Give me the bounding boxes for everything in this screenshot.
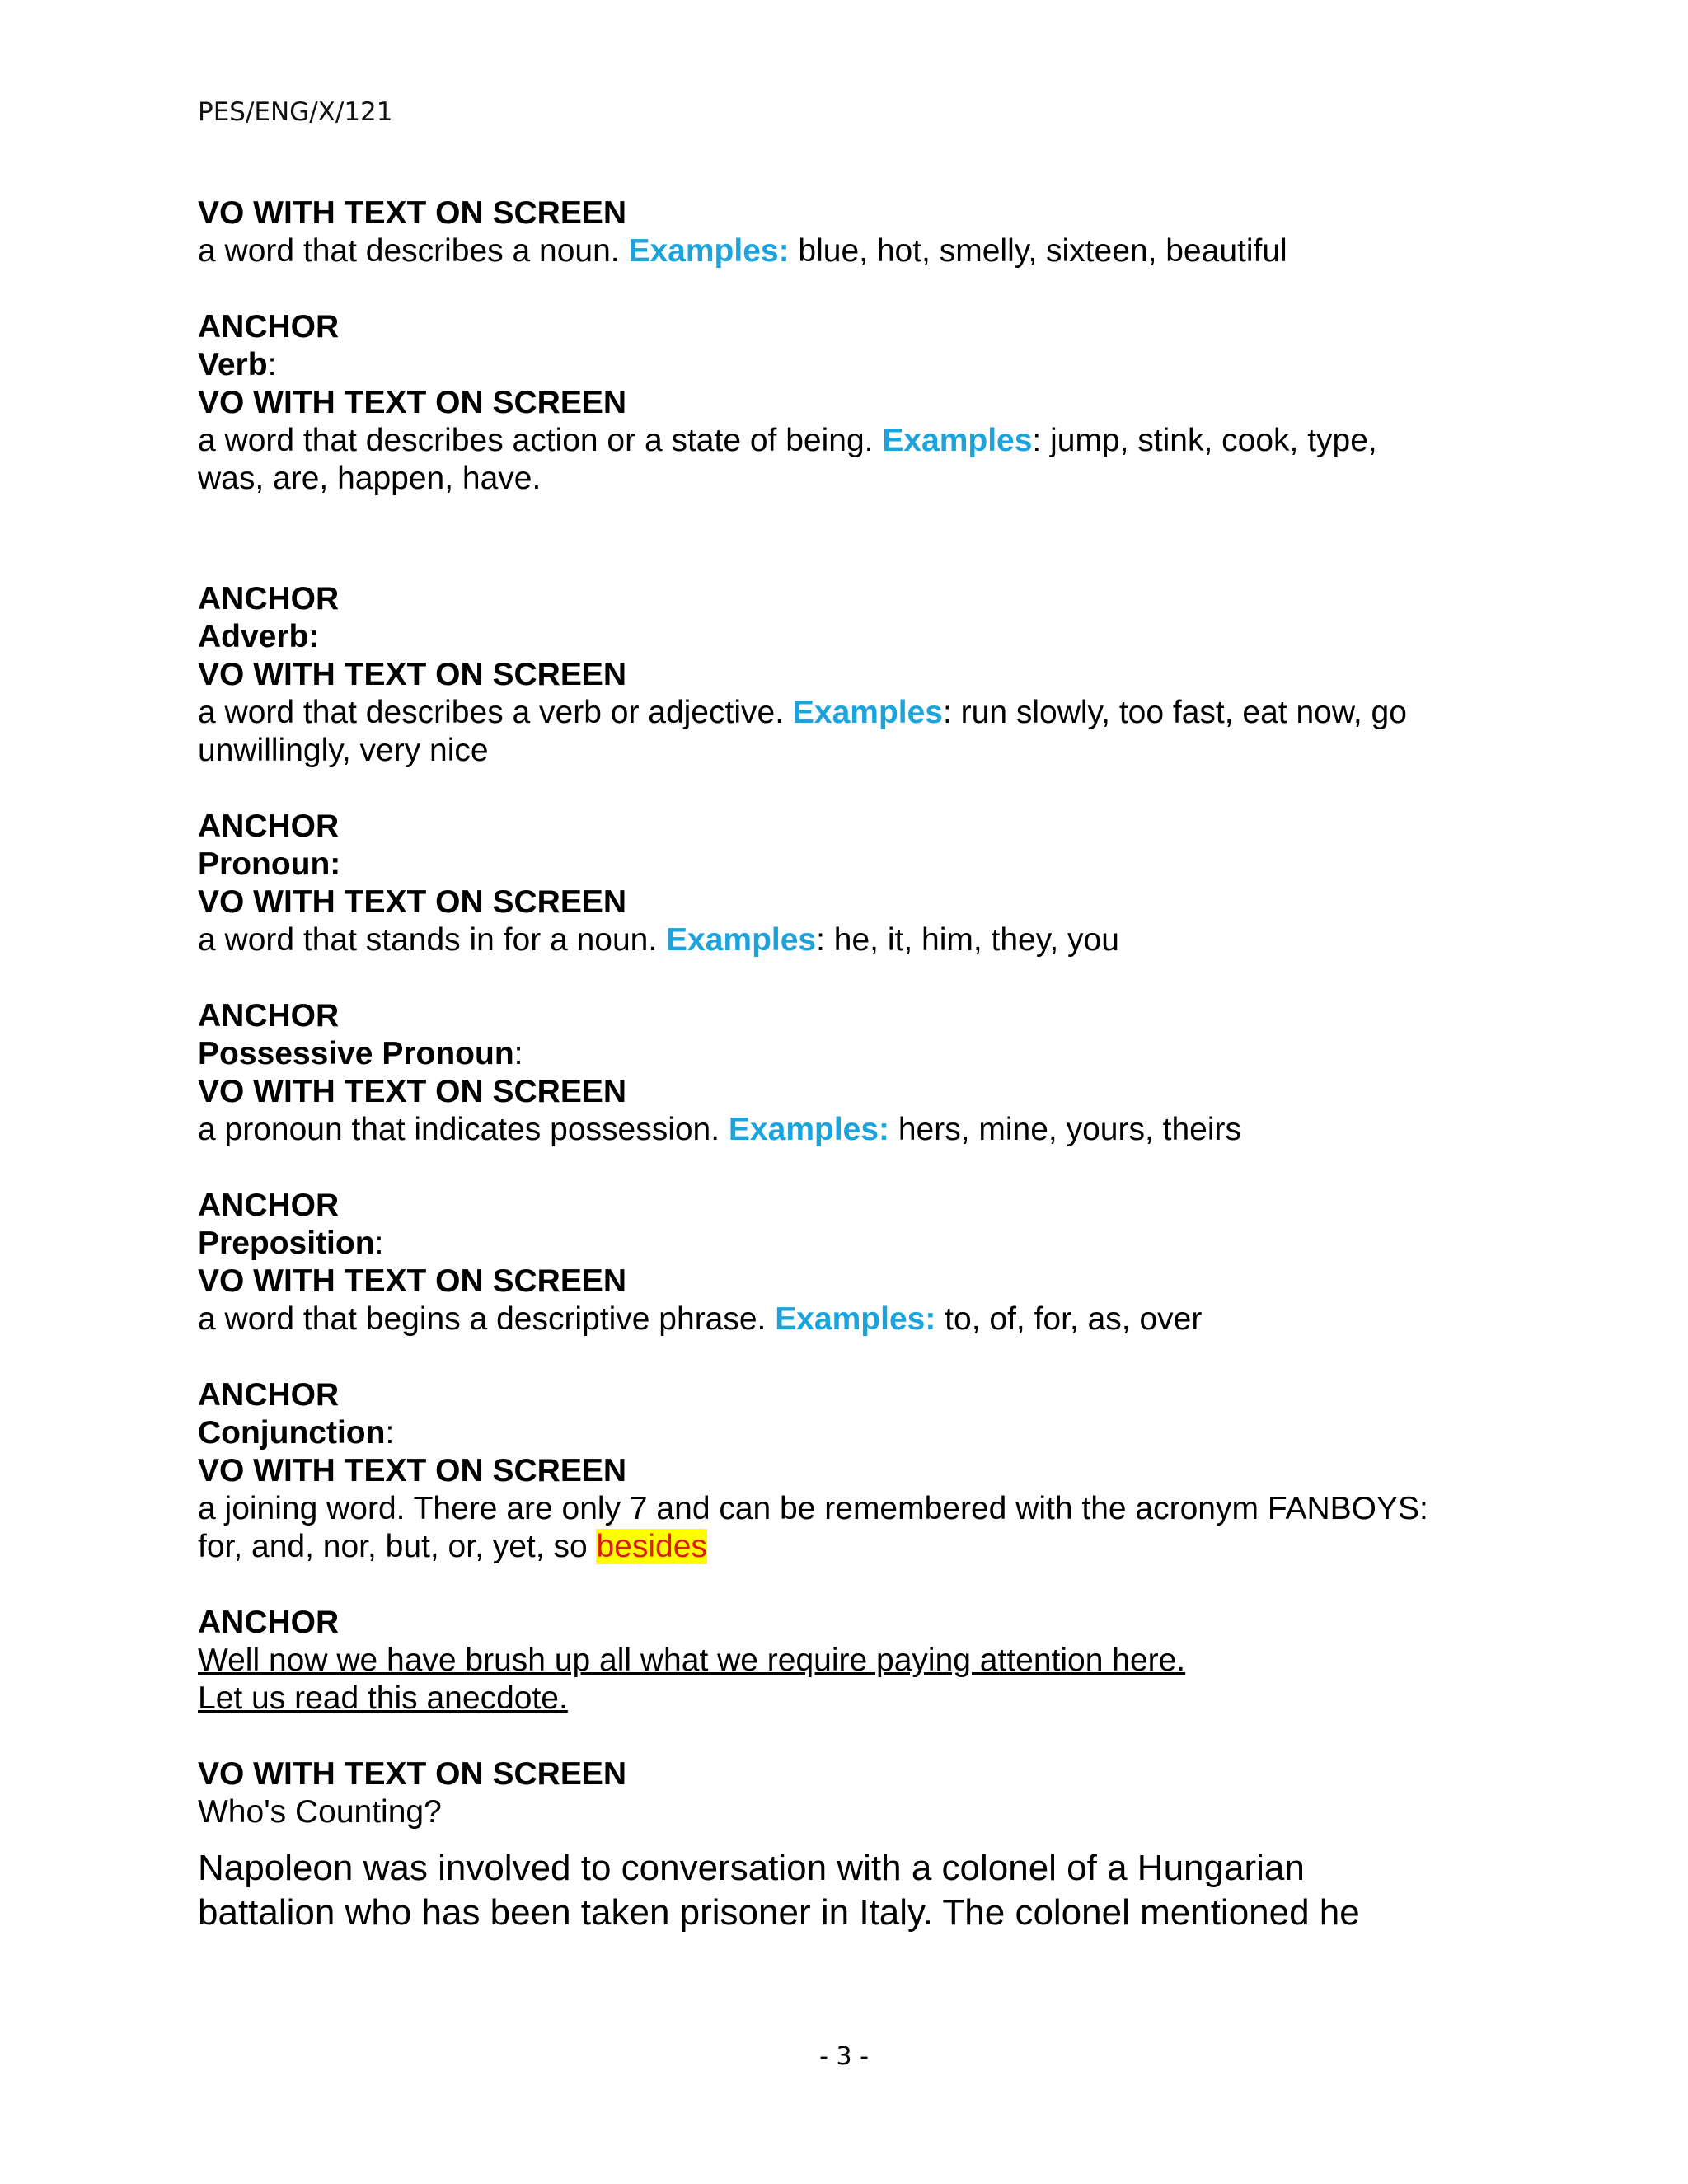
closing-line-1: Well now we have brush up all what we require paying attention here.	[198, 1643, 1186, 1678]
page-number: - 3 -	[819, 2042, 869, 2071]
anchor-label: ANCHOR	[198, 581, 340, 616]
definition-line-2: unwillingly, very nice	[198, 733, 489, 768]
vo-label: VO WITH TEXT ON SCREEN	[198, 1074, 627, 1109]
term-title: Pronoun:	[198, 846, 341, 882]
examples-label: Examples	[666, 922, 817, 958]
conjunction-list: for, and, nor, but, or, yet, so	[198, 1529, 597, 1564]
section-conjunction	[198, 1376, 1517, 1566]
vo-label: VO WITH TEXT ON SCREEN	[198, 884, 627, 920]
vo-label: VO WITH TEXT ON SCREEN	[198, 195, 627, 231]
definition-line	[198, 1111, 1517, 1149]
term-title: Possessive Pronoun	[198, 1036, 514, 1071]
definition-line	[198, 921, 1517, 959]
section-verb	[198, 308, 1517, 498]
definition-text: a pronoun that indicates possession.	[198, 1112, 729, 1147]
term-title: Conjunction	[198, 1415, 386, 1451]
vo-label: VO WITH TEXT ON SCREEN	[198, 1453, 627, 1488]
term-line	[198, 1225, 1517, 1263]
doc-code: PES/ENG/X/121	[198, 97, 393, 127]
section-closing	[198, 1604, 1517, 1718]
vo-label: VO WITH TEXT ON SCREEN	[198, 1263, 627, 1299]
definition-line-2	[198, 1528, 1517, 1566]
anchor-label: ANCHOR	[198, 309, 340, 344]
definition-text: a word that describes a noun.	[198, 233, 629, 269]
document-body	[198, 194, 1517, 1973]
colon: :	[385, 1415, 395, 1451]
anecdote-line-2: battalion who has been taken prisoner in Italy. The colonel mentioned he	[198, 1892, 1360, 1933]
section-anecdote	[198, 1755, 1517, 1935]
closing-line-2: Let us read this anecdote.	[198, 1680, 568, 1716]
term-line	[198, 1035, 1517, 1073]
definition-text: a word that begins a descriptive phrase.	[198, 1301, 776, 1337]
anecdote-title: Who's Counting?	[198, 1794, 442, 1830]
anchor-label: ANCHOR	[198, 998, 340, 1033]
examples-list: : jump, stink, cook, type,	[1032, 423, 1377, 458]
examples-list: : run slowly, too fast, eat now, go	[942, 695, 1407, 730]
definition-text: a word that describes action or a state of being.	[198, 423, 883, 458]
highlighted-word: besides	[596, 1529, 707, 1564]
definition-line	[198, 422, 1517, 460]
definition-line-2: was, are, happen, have.	[198, 461, 542, 496]
definition-text: a word that describes a verb or adjective.	[198, 695, 793, 730]
anecdote-text	[198, 1846, 1517, 1935]
colon: :	[267, 347, 277, 382]
term-line	[198, 346, 1517, 384]
anchor-label: ANCHOR	[198, 808, 340, 844]
vo-label: VO WITH TEXT ON SCREEN	[198, 657, 627, 692]
examples-list: : he, it, him, they, you	[816, 922, 1119, 958]
colon: :	[374, 1226, 384, 1261]
section-preposition	[198, 1187, 1517, 1338]
anchor-label: ANCHOR	[198, 1605, 340, 1640]
vo-label: VO WITH TEXT ON SCREEN	[198, 385, 627, 420]
examples-label: Examples:	[728, 1112, 890, 1147]
examples-label: Examples	[882, 423, 1033, 458]
term-title: Verb	[198, 347, 268, 382]
section-adjective	[198, 194, 1517, 270]
definition-line	[198, 694, 1517, 732]
colon: :	[513, 1036, 523, 1071]
definition-text: a word that stands in for a noun.	[198, 922, 667, 958]
examples-list: hers, mine, yours, theirs	[889, 1112, 1242, 1147]
term-title: Adverb:	[198, 619, 320, 654]
section-possessive-pronoun	[198, 997, 1517, 1149]
examples-label: Examples	[792, 695, 943, 730]
definition-line	[198, 232, 1517, 270]
examples-list: blue, hot, smelly, sixteen, beautiful	[789, 233, 1287, 269]
definition-line	[198, 1301, 1517, 1338]
vo-label: VO WITH TEXT ON SCREEN	[198, 1756, 627, 1792]
term-line	[198, 1414, 1517, 1452]
section-adverb	[198, 580, 1517, 770]
examples-label: Examples:	[628, 233, 790, 269]
examples-label: Examples:	[775, 1301, 936, 1337]
anchor-label: ANCHOR	[198, 1188, 340, 1223]
anchor-label: ANCHOR	[198, 1377, 340, 1413]
definition-line: a joining word. There are only 7 and can be remembered with the acronym FANBOYS:	[198, 1491, 1428, 1526]
anecdote-line-1: Napoleon was involved to conversation with a colonel of a Hungarian	[198, 1848, 1305, 1888]
examples-list: to, of, for, as, over	[935, 1301, 1203, 1337]
term-title: Preposition	[198, 1226, 375, 1261]
section-pronoun	[198, 808, 1517, 959]
